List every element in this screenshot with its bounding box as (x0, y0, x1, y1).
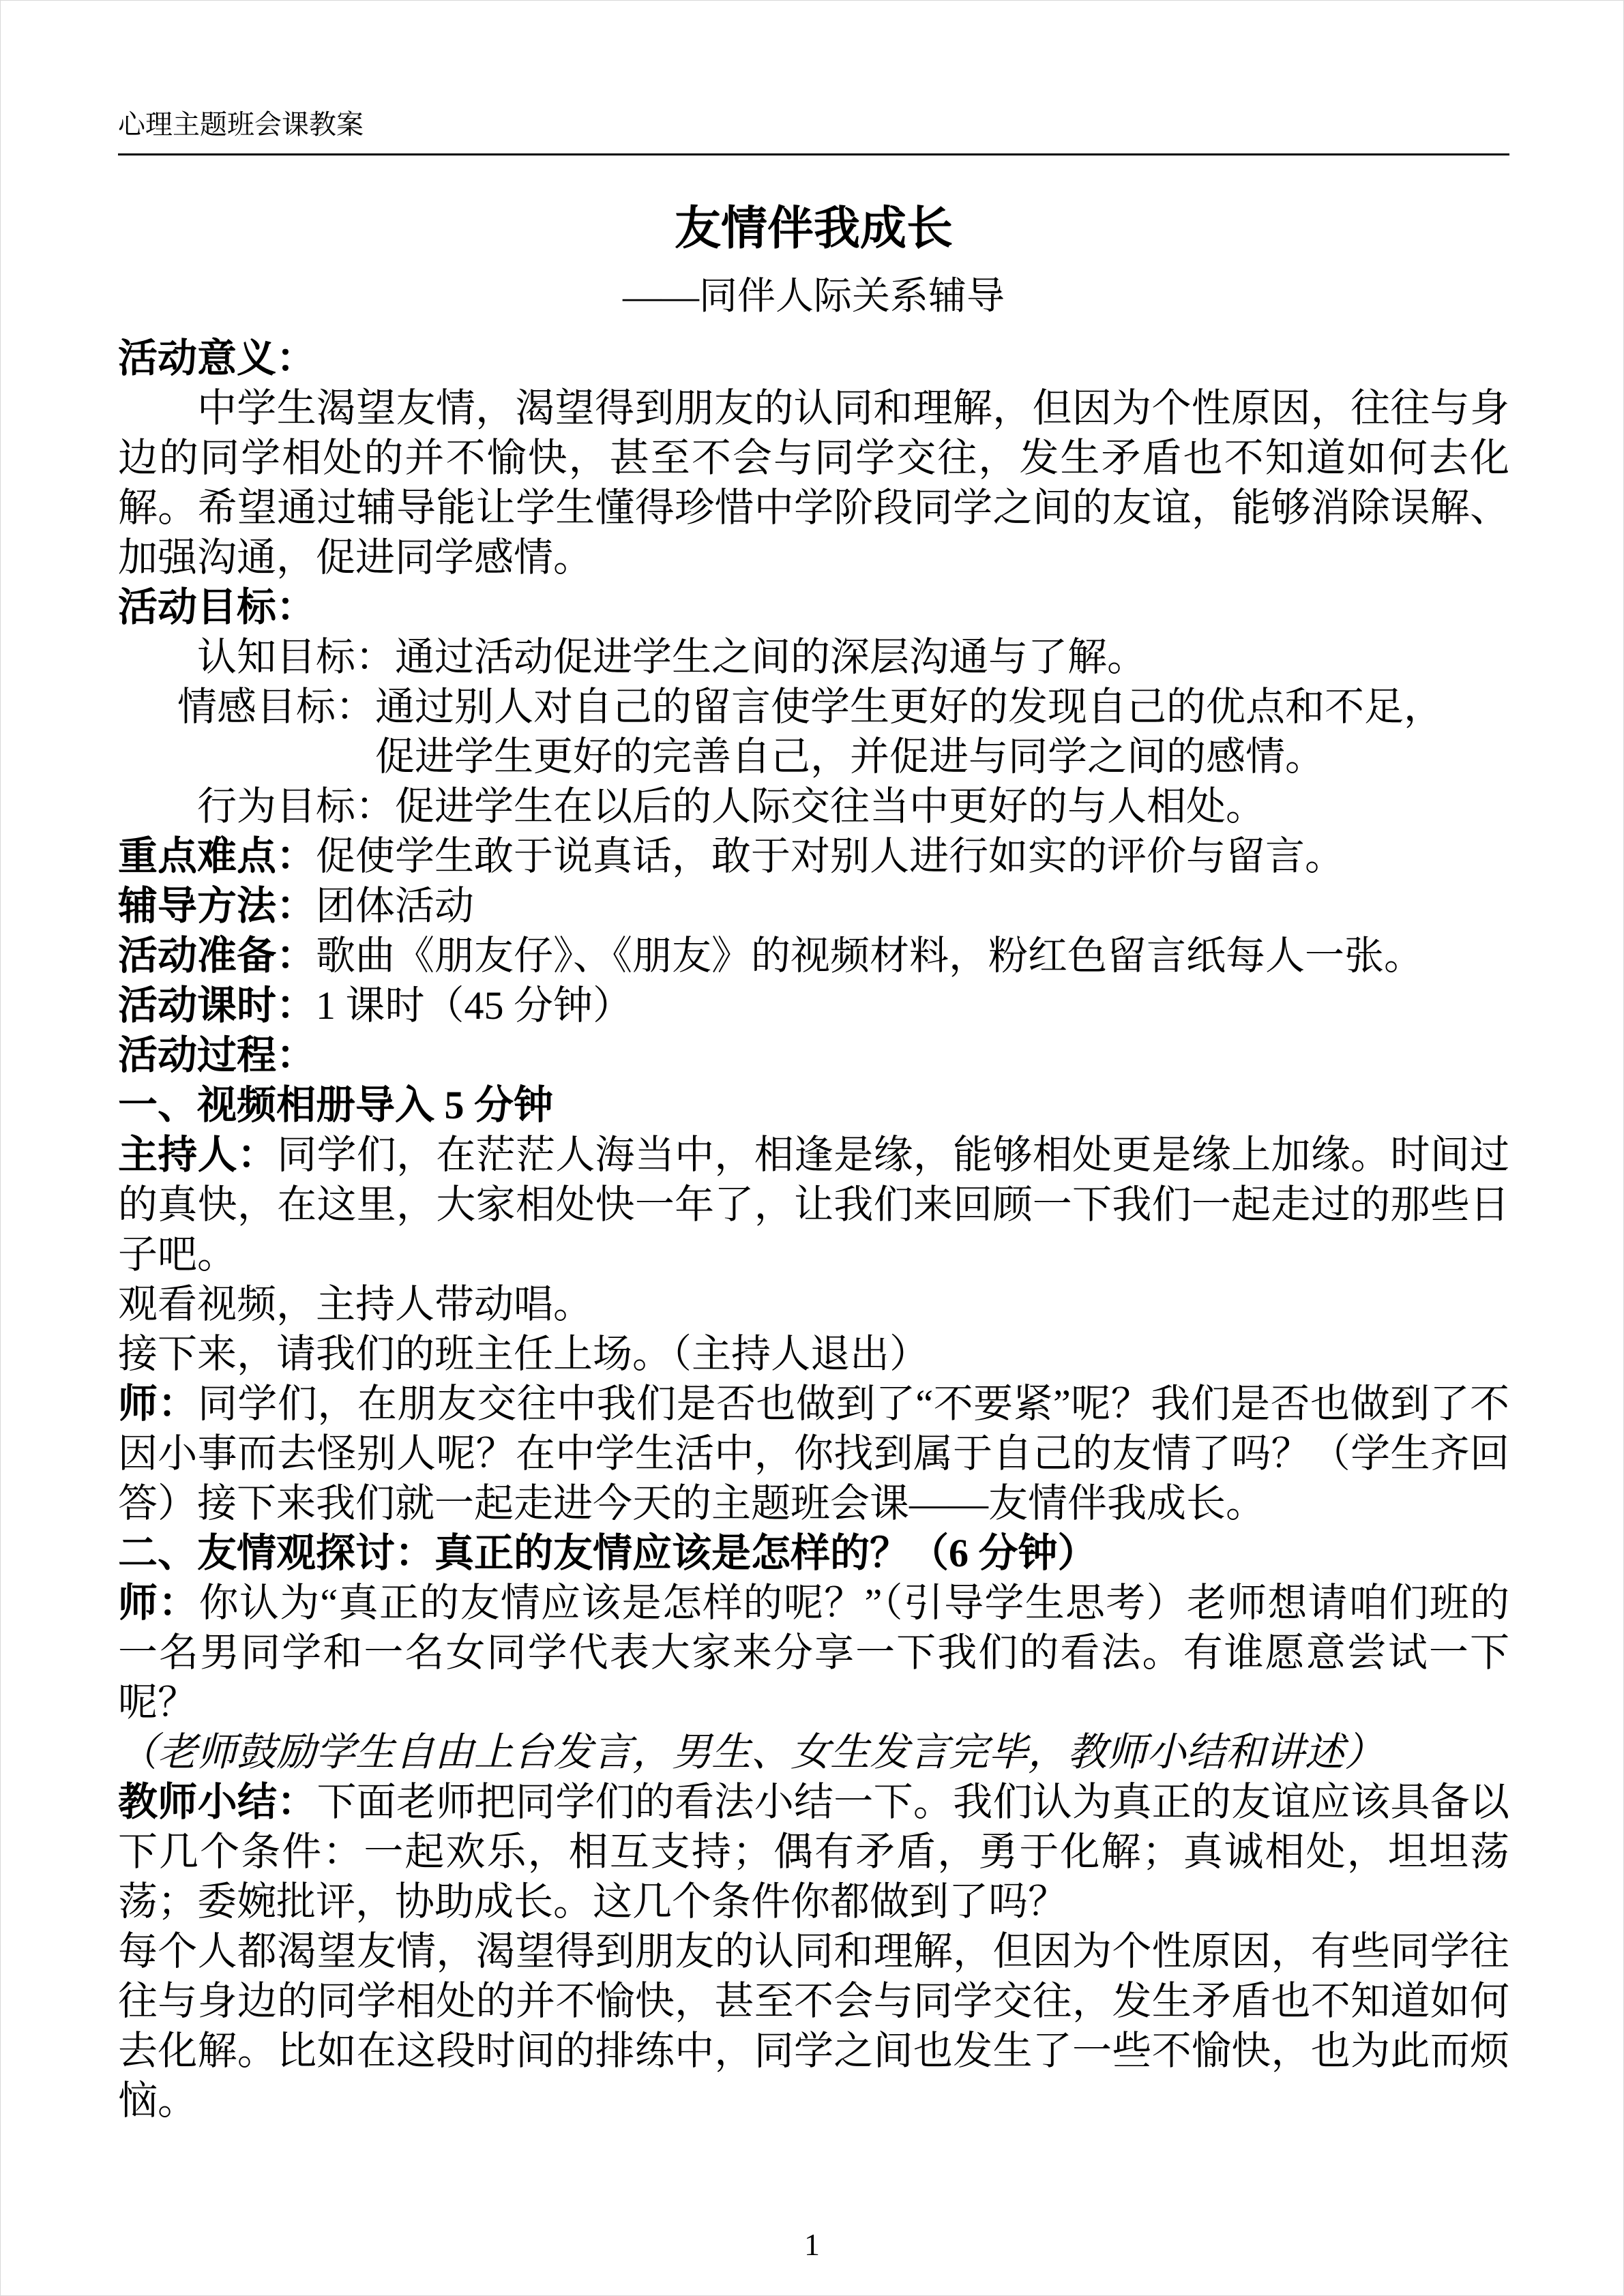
closing-paragraph: 每个人都渴望友情，渴望得到朋友的认同和理解，但因为个性原因，有些同学往往与身边的同学相处的并不愉快，甚至不会与同学交往，发生矛盾也不知道如何去化解。比如在这段时间的排练中，同学之间也发生了一些不愉快，也为此而烦恼。 (118, 1929, 1509, 2123)
preparation-paragraph (118, 931, 1509, 981)
goal-cognitive-line: 认知目标：通过活动促进学生之间的深层沟通与了解。 (197, 635, 1147, 679)
host-paragraph (118, 1130, 1509, 1279)
teacher1-text: 同学们，在朋友交往中我们是否也做到了“不要紧”呢？我们是否也做到了不因小事而去怪别人呢？在中学生活中，你找到属于自己的友情了吗？（学生齐回答）接下来我们就一起走进今天的主题班会课——友情伴我成长。 (118, 1382, 1509, 1525)
document-subtitle: ——同伴人际关系辅导 (623, 275, 1005, 318)
teacher2-label: 师： (118, 1581, 199, 1625)
summary-label: 教师小结： (118, 1780, 317, 1824)
watch-video-line: 观看视频，主持人带动唱。 (118, 1282, 593, 1326)
teacher1-paragraph (118, 1379, 1509, 1528)
method-text: 团体活动 (316, 884, 475, 928)
goal-emotional-line1: 情感目标：通过别人对自己的留言使学生更好的发现自己的优点和不足， (177, 685, 1444, 729)
summary-paragraph (118, 1777, 1509, 1926)
teacher1-label: 师： (118, 1382, 198, 1426)
section-heading-process: 活动过程： (118, 1033, 316, 1077)
preparation-text: 歌曲《朋友仔》、《朋友》的视频材料，粉红色留言纸每人一张。 (316, 934, 1424, 978)
duration-label: 活动课时： (118, 983, 316, 1028)
host-text: 同学们，在茫茫人海当中，相逢是缘，能够相处更是缘上加缘。时间过的真快，在这里，大家相处快一年了，让我们来回顾一下我们一起走过的那些日子吧。 (118, 1133, 1509, 1277)
stage-note-line: （老师鼓励学生自由上台发言，男生、女生发言完毕，教师小结和讲述） (118, 1730, 1385, 1774)
key-points-label: 重点难点： (118, 834, 316, 878)
key-points-paragraph (118, 831, 1509, 881)
teacher2-paragraph (118, 1578, 1509, 1727)
host-label: 主持人： (118, 1133, 278, 1177)
section-heading-meaning: 活动意义： (118, 336, 316, 381)
method-paragraph (118, 881, 1509, 931)
step2-heading: 二、友情观探讨：真正的友情应该是怎样的？（6 分钟） (118, 1531, 1097, 1575)
step1-heading: 一、视频相册导入 5 分钟 (118, 1083, 554, 1127)
document-title: 友情伴我成长 (674, 203, 953, 254)
duration-text: 1 课时（45 分钟） (316, 983, 633, 1028)
method-label: 辅导方法： (118, 884, 316, 928)
preparation-label: 活动准备： (118, 934, 316, 978)
goal-emotional-line2: 促进学生更好的完善自己，并促进与同学之间的感情。 (375, 734, 1325, 779)
key-points-text: 促使学生敢于说真话，敢于对别人进行如实的评价与留言。 (316, 834, 1345, 878)
teacher2-text: 你认为“真正的友情应该是怎样的呢？”（引导学生思考）老师想请咱们班的一名男同学和一名女同学代表大家来分享一下我们的看法。有谁愿意尝试一下呢？ (118, 1581, 1509, 1725)
section-heading-goals: 活动目标： (118, 585, 316, 629)
meaning-paragraph: 中学生渴望友情，渴望得到朋友的认同和理解，但因为个性原因，往往与身边的同学相处的并不愉快，甚至不会与同学交往，发生矛盾也不知道如何去化解。希望通过辅导能让学生懂得珍惜中学阶段同学之间的友谊，能够消除误解、加强沟通，促进同学感情。 (118, 386, 1509, 580)
duration-paragraph (118, 981, 1509, 1030)
document-body (118, 179, 1509, 2126)
page-header-text: 心理主题班会课教案 (118, 109, 364, 140)
page-header (118, 108, 1509, 155)
page-number: 1 (804, 2227, 820, 2262)
next-line: 接下来，请我们的班主任上场。（主持人退出） (118, 1332, 930, 1376)
goal-behavior-line: 行为目标：促进学生在以后的人际交往当中更好的与人相处。 (197, 784, 1266, 829)
summary-text: 下面老师把同学们的看法小结一下。我们认为真正的友谊应该具备以下几个条件：一起欢乐，相互支持；偶有矛盾，勇于化解；真诚相处，坦坦荡荡；委婉批评，协助成长。这几个条件你都做到了吗？ (118, 1780, 1509, 1924)
